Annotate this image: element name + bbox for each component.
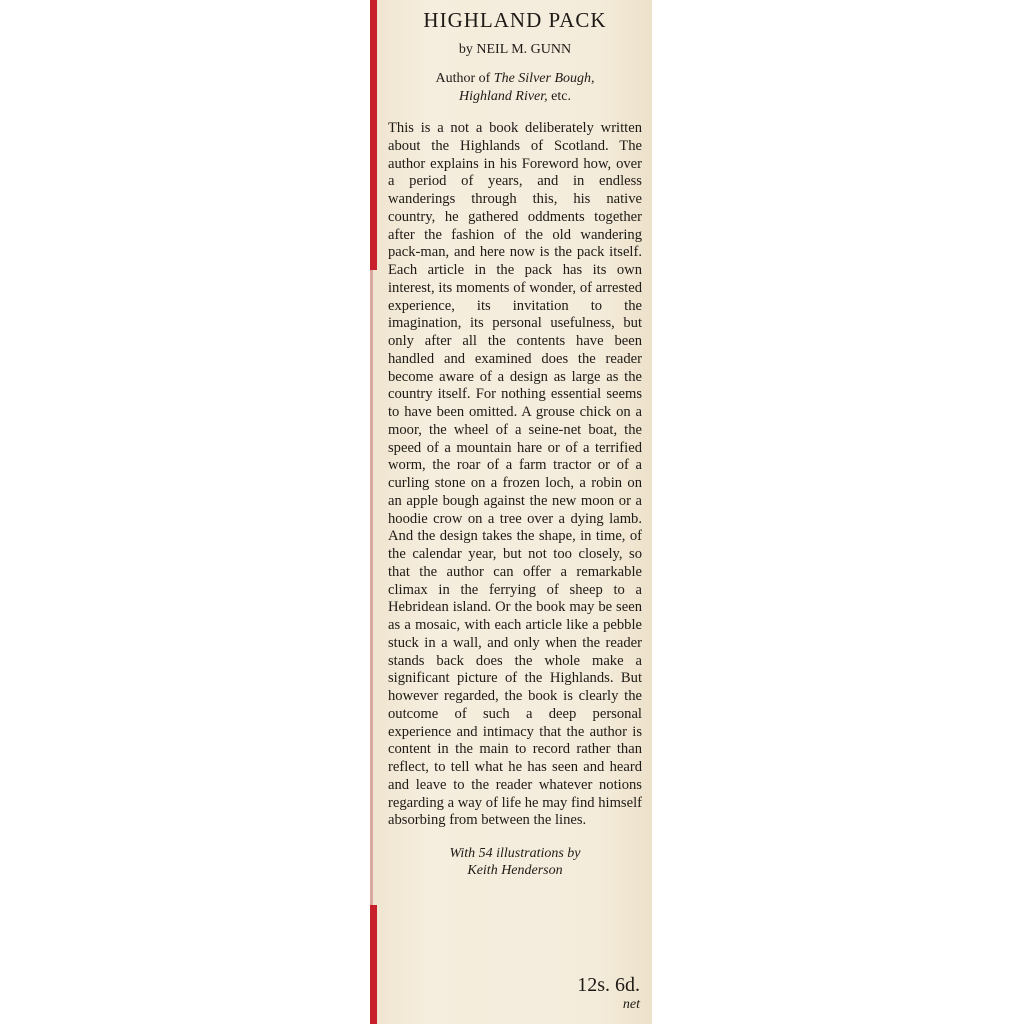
illustrations-credit [388, 845, 642, 879]
book-title: HIGHLAND PACK [423, 8, 607, 32]
byline: by NEIL M. GUNN [458, 42, 572, 57]
price-net: net [622, 997, 640, 1012]
illustrations-line-1: With 54 illustrations by [449, 845, 581, 861]
red-spine-edge-top [370, 0, 377, 270]
price-block [560, 974, 640, 1014]
blurb-text: This is a not a book deliberately written about the Highlands of Scotland. The author explains in his Foreword how, over a period of years, and in endless wanderings through this, his native country, he gathered oddments together after the fashion of the old wandering pack-man, and here now is the pack itself. Each article in the pack has its own interest, its moments of wonder, of arrested experience, its invitation to the imagination, its personal usefulness, but only after all the contents have been handled and examined does the reader become aware of a design as large as the country itself. For nothing essential seems to have been omitted. A grouse chick on a moor, the wheel of a seine-net boat, the speed of a mountain hare or of a terrified worm, the roar of a farm tractor or of a curling stone on a frozen loch, a robin on an apple bough against the new moon or a hoodie crow on a tree over a dying lamb. And the design takes the shape, in time, of the calendar year, but not too closely, so that the author can offer a remarkable climax in the ferrying of sheep to a Hebridean island. Or the book may be seen as a mosaic, with each article like a pebble stuck in a wall, and only when the reader stands back does the whole make a significant picture of the Highlands. But however regarded, the book is clearly the outcome of such a deep personal experience and intimacy that the author is content in the main to record rather than reflect, to tell what he has seen and heard and leave to the reader whatever notions regarding a way of life he may find himself absorbing from between the lines. [388, 120, 642, 829]
author-of [388, 70, 642, 106]
flap-text [388, 6, 642, 879]
red-spine-edge-bottom [370, 905, 377, 1024]
author-of-book1: The Silver Bough, [493, 71, 595, 86]
author-of-prefix: Author of [435, 71, 494, 86]
spine-edge-middle [370, 270, 373, 905]
illustrations-line-2: Keith Henderson [467, 862, 563, 878]
author-of-book2: Highland River, [459, 89, 548, 104]
price: 12s. 6d. [577, 974, 640, 996]
author-of-suffix: etc. [547, 89, 571, 104]
